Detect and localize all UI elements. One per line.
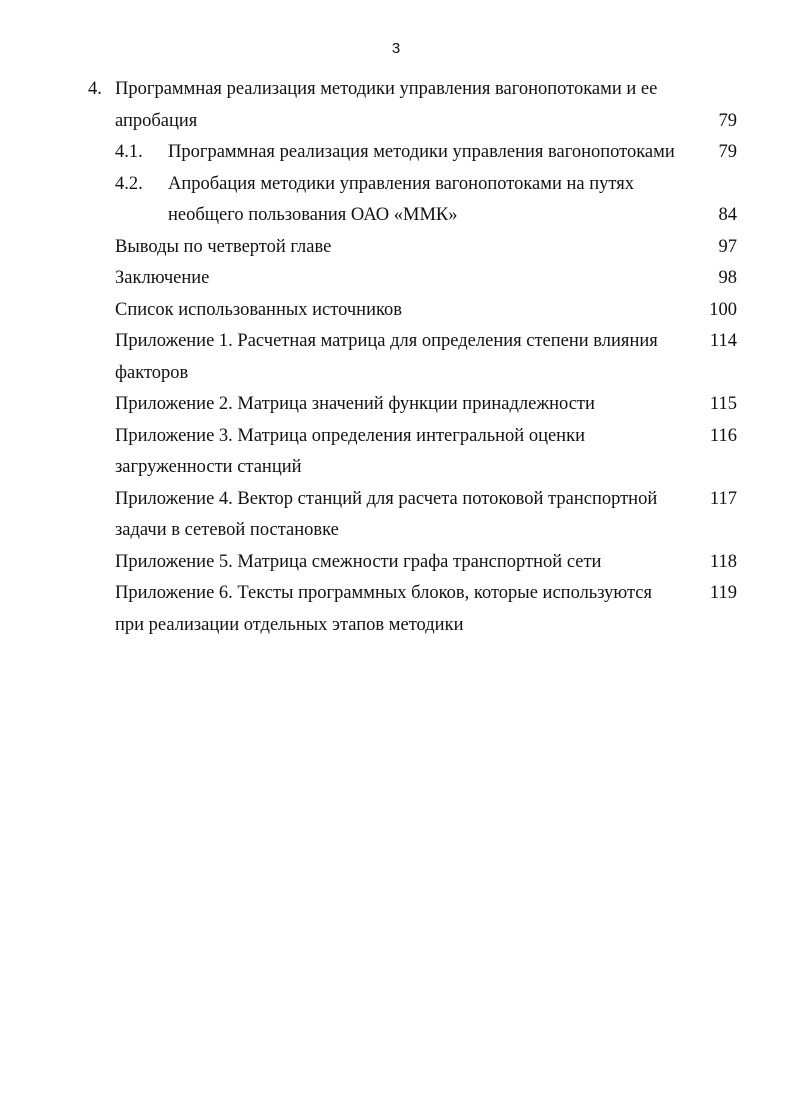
toc-entry-page: 84	[718, 205, 737, 225]
toc-entry-number: 4.2.	[115, 173, 143, 194]
table-of-contents	[0, 74, 792, 641]
toc-entry-page: 79	[718, 142, 737, 162]
toc-entry-page: 118	[709, 551, 737, 572]
toc-entry-number: 4.1.	[115, 142, 143, 162]
toc-entry-title: Приложение 2. Матрица значений функции принадлежности	[115, 394, 595, 414]
toc-entry-title: Программная реализация методики управления вагонопотоками	[168, 142, 675, 162]
toc-entry-section-4-2	[0, 169, 792, 232]
toc-entry-title: Приложение 5. Матрица смежности графа транспортной сети	[115, 551, 602, 572]
toc-entry-page: 79	[718, 110, 737, 131]
toc-entry-page: 97	[718, 236, 737, 257]
toc-entry-appendix-1	[0, 326, 792, 389]
page-number: 3	[391, 40, 401, 57]
toc-entry-appendix-6	[0, 578, 792, 641]
toc-entry-page: 114	[709, 331, 737, 351]
toc-entry-references	[0, 295, 792, 327]
toc-entry-conclusions-chapter-4	[0, 232, 792, 264]
toc-entry-appendix-5	[0, 547, 792, 579]
toc-entry-title: Выводы по четвертой главе	[115, 236, 332, 257]
toc-entry-title: Приложение 1. Расчетная матрица для определения степени влияния факторов	[115, 331, 658, 383]
toc-entry-title: Апробация методики управления вагонопотоками на путях необщего пользования ОАО «ММК»	[168, 173, 634, 225]
toc-entry-title: Приложение 6. Тексты программных блоков, которые используются при реализации отдельных этапов методики	[115, 583, 653, 635]
toc-entry-appendix-4	[0, 484, 792, 547]
toc-entry-section-4-1	[0, 137, 792, 169]
toc-entry-appendix-3	[0, 421, 792, 484]
toc-entry-appendix-2	[0, 389, 792, 421]
toc-entry-number: 4.	[88, 79, 102, 99]
toc-entry-title: Программная реализация методики управления вагонопотоками и ее апробация	[115, 79, 658, 131]
toc-entry-conclusion	[0, 263, 792, 295]
toc-entry-page: 116	[709, 425, 737, 446]
toc-entry-title: Приложение 3. Матрица определения интегральной оценки загруженности станций	[115, 425, 585, 477]
toc-entry-page: 117	[709, 488, 737, 509]
toc-entry-title: Приложение 4. Вектор станций для расчета потоковой транспортной задачи в сетевой постановке	[115, 488, 658, 540]
toc-entry-page: 119	[709, 583, 737, 603]
toc-entry-page: 115	[709, 394, 737, 414]
toc-entry-page: 98	[718, 268, 737, 288]
toc-entry-title: Список использованных источников	[115, 299, 403, 320]
toc-entry-chapter-4	[0, 74, 792, 137]
toc-entry-title: Заключение	[115, 268, 210, 288]
toc-entry-page: 100	[709, 299, 737, 320]
